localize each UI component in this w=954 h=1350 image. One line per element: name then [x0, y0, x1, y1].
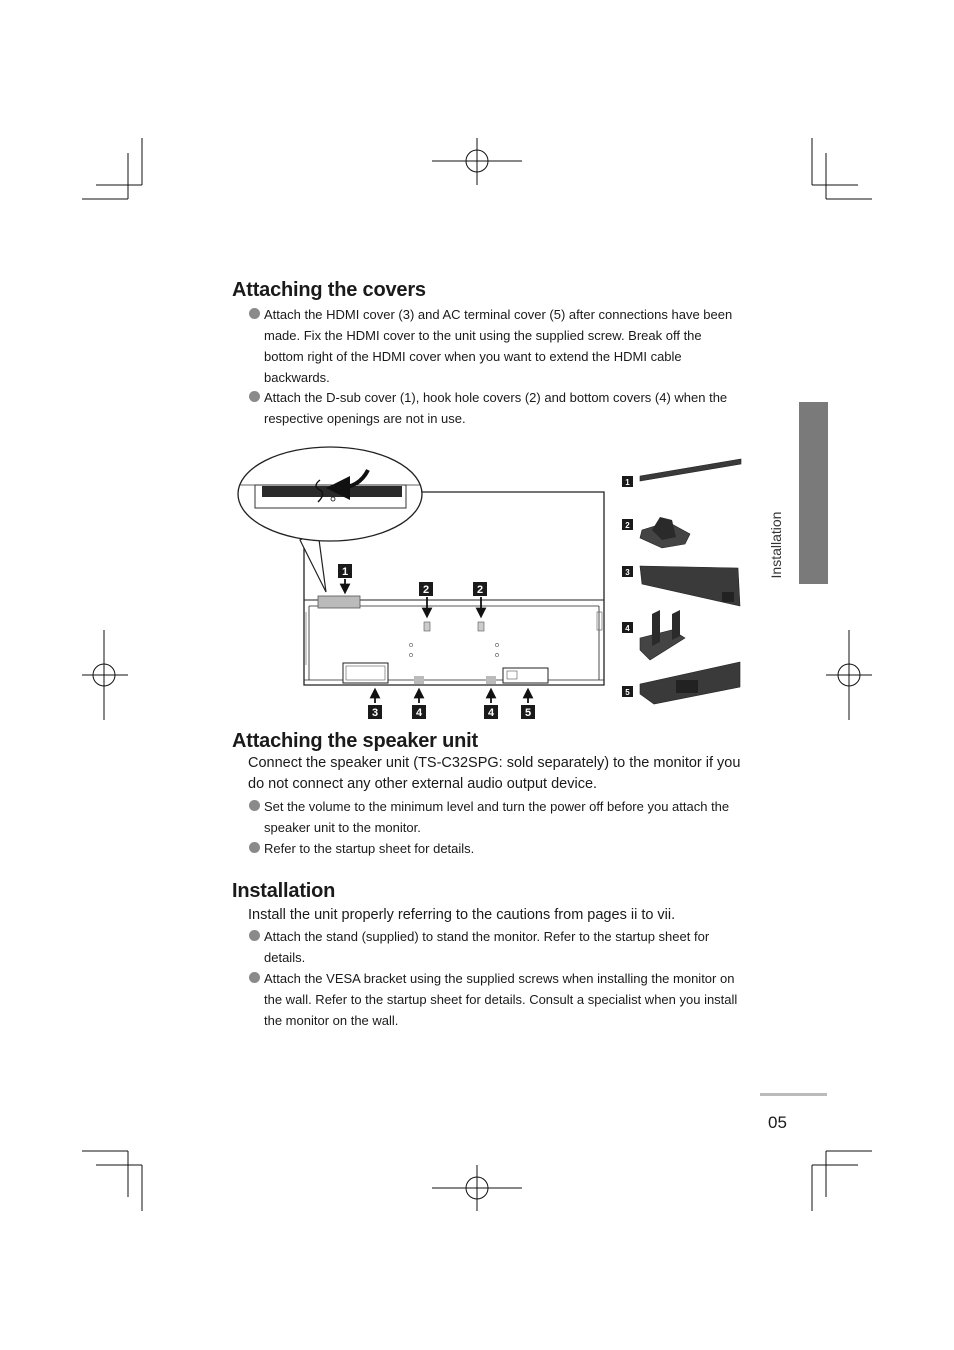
svg-text:4: 4 [487, 707, 495, 719]
svg-text:3: 3 [625, 568, 630, 577]
page-number: 05 [768, 1113, 787, 1132]
callout-3 [368, 693, 382, 719]
svg-text:5: 5 [524, 707, 532, 719]
svg-text:4: 4 [415, 707, 423, 719]
ac-terminal-area [503, 668, 548, 683]
bullet-dot-icon [249, 308, 260, 319]
svg-text:3: 3 [371, 707, 379, 719]
svg-text:2: 2 [422, 584, 430, 596]
svg-text:2: 2 [625, 521, 630, 530]
svg-text:1: 1 [341, 566, 349, 578]
svg-text:2: 2 [476, 584, 484, 596]
callout-5 [521, 693, 535, 719]
covers-diagram [230, 440, 760, 725]
bullet-dot-icon [249, 842, 260, 853]
speaker-lead-text: Connect the speaker unit (TS-C32SPG: sold separately) to the monitor if you do not connect any other external audio output device. [248, 755, 741, 792]
bullet-dot-icon [249, 391, 260, 402]
bullet-item: Refer to the startup sheet for details. [249, 838, 741, 859]
section-title-installation: Installation [232, 880, 336, 902]
bullet-item: Set the volume to the minimum level and turn the power off before you attach the speaker unit to the monitor. [249, 796, 741, 838]
svg-text:1: 1 [625, 478, 630, 487]
bullet-item: Attach the stand (supplied) to stand the monitor. Refer to the startup sheet for details. [249, 926, 741, 968]
bullet-item: Attach the HDMI cover (3) and AC terminal cover (5) after connections have been made. Fix the HDMI cover to the unit using the supplied screw. Break off the bottom right of the HDMI cover when you want to extend the HDMI cable backwards. [249, 304, 741, 388]
part-3-hdmi-cover [622, 566, 740, 606]
bullet-dot-icon [249, 972, 260, 983]
part-2-hook-hole-cover [622, 517, 690, 548]
bottom-opening-right [486, 676, 496, 684]
callout-4-left [412, 693, 426, 719]
bullet-dot-icon [249, 800, 260, 811]
bullet-dot-icon [249, 930, 260, 941]
part-1-dsub-cover [622, 459, 741, 487]
section-title-speaker: Attaching the speaker unit [232, 730, 478, 752]
section-title-covers: Attaching the covers [232, 279, 426, 301]
bullet-item: Attach the D-sub cover (1), hook hole covers (2) and bottom covers (4) when the respective openings are not in use. [249, 387, 741, 429]
bullet-item: Attach the VESA bracket using the supplied screws when installing the monitor on the wall. Refer to the startup sheet for details. Consult a specialist when you install the monitor on the wall. [249, 968, 741, 1031]
hook-hole-right [478, 622, 484, 631]
callout-2-left [419, 582, 433, 613]
installation-lead-text: Install the unit properly referring to the cautions from pages ii to vii. [248, 907, 676, 923]
part-4-bottom-cover [622, 610, 685, 660]
svg-text:5: 5 [625, 688, 630, 697]
svg-text:4: 4 [625, 624, 630, 633]
callout-1 [338, 564, 352, 589]
side-tab [799, 402, 828, 584]
side-tab-label: Installation [768, 511, 784, 579]
page-number-rule [760, 1093, 827, 1096]
dsub-opening [318, 596, 360, 608]
hook-hole-left [424, 622, 430, 631]
callout-4-right [484, 693, 498, 719]
callout-2-right [473, 582, 487, 613]
bottom-opening-left [414, 676, 424, 684]
part-5-ac-terminal-cover [622, 662, 740, 704]
